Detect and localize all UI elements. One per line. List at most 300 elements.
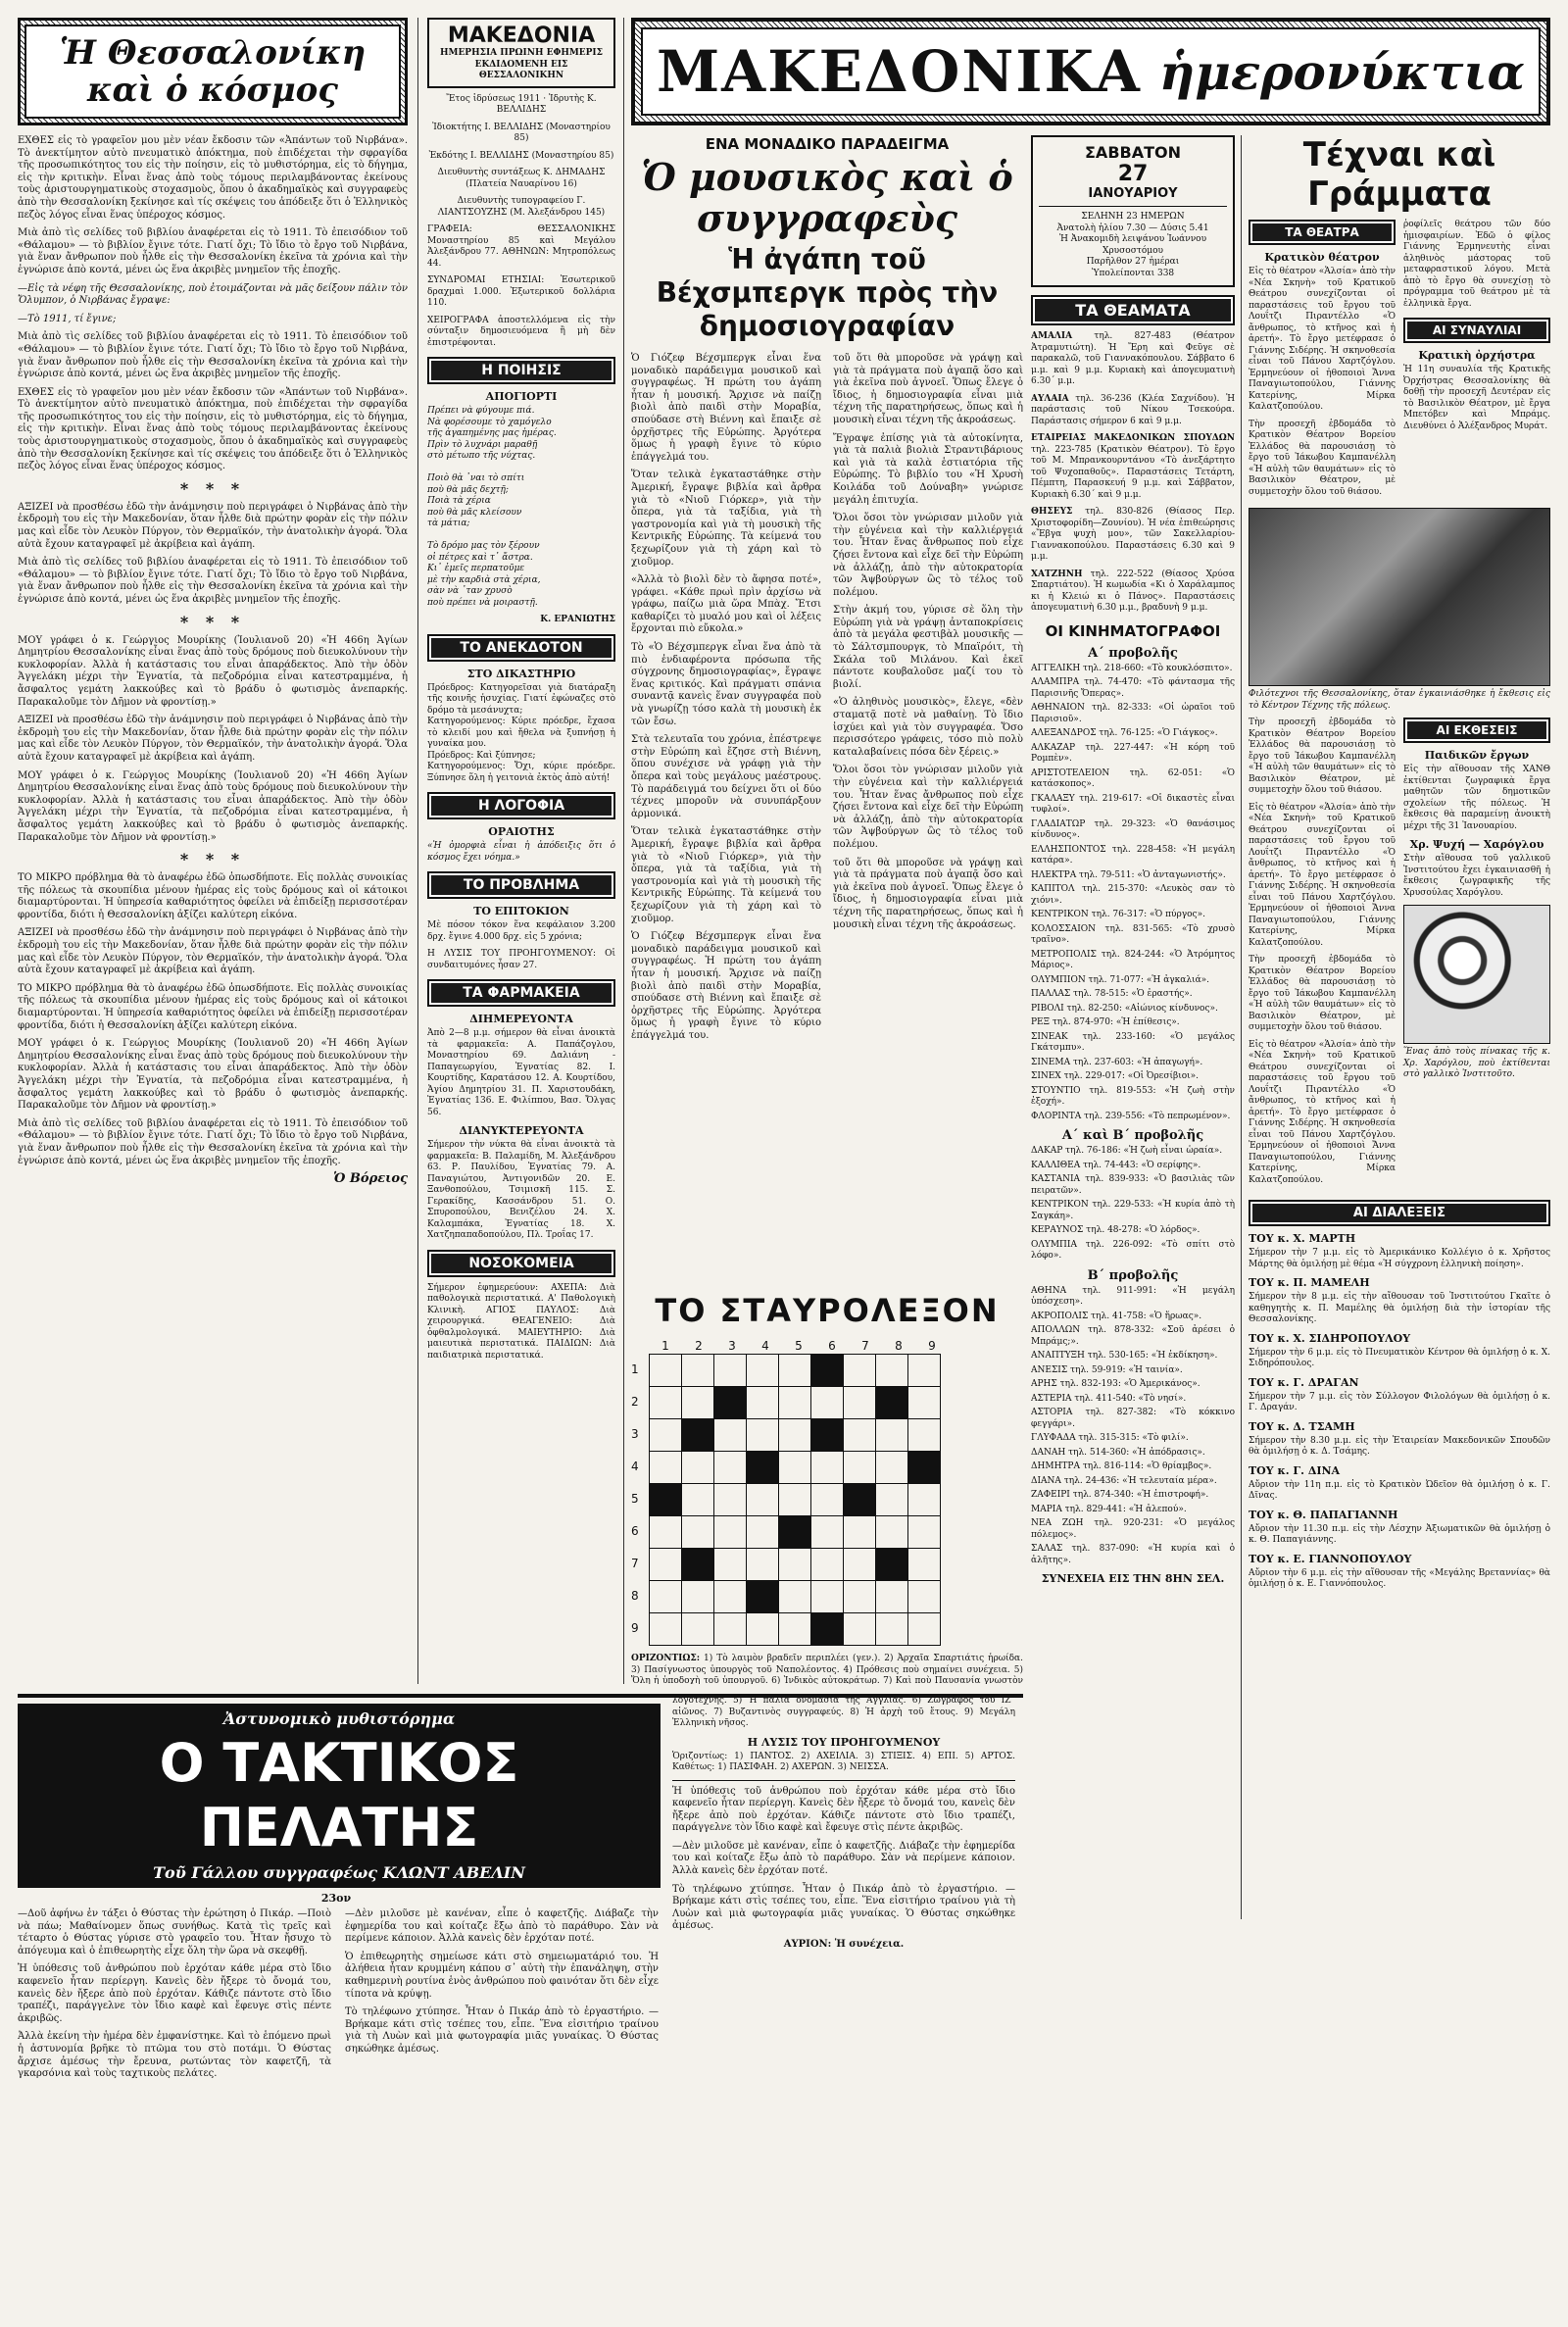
column-paragraph: ΜΟΥ γράφει ὁ κ. Γεώργιος Μουρίκης (Ἰουλιανοῦ 20) «Ἡ 466η Ἀγίων Δημητρίου Θεσσαλονίκης εἶναι ἕνας ἀπὸ τοὺς δρόμους ποὺ διευκολύνουν τὴν κυκλοφορίαν. Ἀλλὰ ἡ κατάστασις του εἶναι ἀπαράδεκτος. Ἀπὸ τὴν ὁδὸν Ἀγγελάκη μέχρι τὴν Ἐγνατία, τὰ πεζοδρόμια εἶναι κατεστραμμένα, ἡ ἄσφαλτος γεμάτη λακκούβες καὶ τὸ βράδυ ὁ φωτισμὸς ἀνεπαρκής. Παρακαλοῦμε τὸν Δῆμον νὰ φροντίσῃ.» — [18, 634, 408, 708]
serial-paragraph: —Δὲν μιλοῦσε μὲ κανέναν, εἶπε ὁ καφετζῆς. Διάβαζε τὴν ἐφημερίδα του καὶ κοίταζε ἔξω ἀπὸ τὸ παράθυρο. Σὰν νὰ περίμενε κάποιον. Ἀλλὰ κανεὶς δὲν ἐρχόταν ποτέ. — [345, 1908, 659, 1945]
masthead-box — [427, 18, 615, 88]
cinema-listing: ΡΙΒΟΛΙ τηλ. 82-250: «Αἰώνιος κίνδυνος». — [1031, 1003, 1218, 1014]
cinema-listing: ΑΡΙΣΤΟΤΕΛΕΙΟΝ τηλ. 62-051: «Ὁ κατάσκοπος». — [1031, 767, 1235, 789]
cinemas-first-run-list — [1031, 664, 1235, 1123]
cinema-listing: ΕΛΛΗΣΠΟΝΤΟΣ τηλ. 228-458: «Ἡ μεγάλη κατάρα». — [1031, 844, 1235, 866]
crossword-cell[interactable] — [844, 1452, 876, 1484]
crossword-col-number: 4 — [761, 1339, 769, 1353]
manuscripts-info: ΧΕΙΡΟΓΡΑΦΑ ἀποστελλόμενα εἰς τὴν σύνταξιν δημοσιευόμενα ἢ μὴ δὲν ἐπιστρέφονται. — [427, 315, 615, 348]
poetry-section-title: Η ΠΟΙΗΣΙΣ — [427, 357, 615, 384]
crossword-cell[interactable] — [714, 1516, 747, 1549]
column-quote: —Εἰς τὰ νέφη τῆς Θεσσαλονίκης, ποὺ ἐτοιμάζονται νὰ μᾶς δείξουν πάλιν τὸν Ὄλυμπον, ὁ Νιρβάνας ἔγραψε: — [18, 282, 408, 307]
cinema-listing: ΑΘΗΝΑΙΟΝ τηλ. 82-333: «Οἱ ὡραῖοι τοῦ Παρισιοῦ». — [1031, 703, 1235, 724]
crossword-row-number: 5 — [631, 1492, 639, 1506]
article-paragraph: «Ὁ ἀληθινὸς μουσικὸς», ἔλεγε, «δὲν σταματᾷ ποτὲ νὰ μαθαίνῃ. Τὸ ἴδιο ἰσχύει καὶ γιὰ τὸν συγγραφέα. Ὅσο περισσότερο γράφεις, τόσο πιὸ πολὺ καταλαβαίνεις πόσα δὲν ξέρεις.» — [833, 697, 1023, 758]
offices-info: ΓΡΑΦΕΙΑ: ΘΕΣΣΑΛΟΝΙΚΗΣ Μοναστηρίου 85 καὶ Μεγάλου Ἀλεξάνδρου 77. ΑΘΗΝΩΝ: Μητροπόλεως 44. — [427, 224, 615, 269]
lecture-text: Αὔριον τὴν 11η π.μ. εἰς τὸ Κρατικὸν Ὠδεῖον θὰ ὁμιλήσῃ ὁ κ. Γ. Δῖνας. — [1249, 1479, 1550, 1501]
crossword-col-number: 9 — [928, 1339, 936, 1353]
crossword-block — [747, 1581, 779, 1613]
cinema-listing: ΑΚΡΟΠΟΛΙΣ τηλ. 41-758: «Ὁ ἥρωας». — [1031, 1311, 1202, 1321]
problem-subtitle: ΤΟ ΕΠΙΤΟΚΙΟΝ — [473, 905, 569, 917]
crossword-cell[interactable] — [714, 1613, 747, 1646]
serial-novel-section — [18, 1694, 1023, 2309]
arts-theatre-continued: ῥοφίλεῖς θεάτρου τῶν δύο ἡμισφαιρίων. Ἐδῶ ὁ φίλος Γιάννης Ἑρμηνευτὴς εἶναι ἀληθινὸς μάστορας τοῦ μεταφραστικοῦ λόγου. Μετὰ ἀπὸ τὸ ἔργο θὰ συνεχίσῃ τὸ πρόγραμμα τοῦ θεάτρου μὲ τὰ ἑλληνικὰ ἔργα. — [1403, 220, 1550, 309]
lecture-speaker: ΤΟΥ κ. Χ. ΣΙΔΗΡΟΠΟΥΛΟΥ — [1249, 1331, 1411, 1345]
column-paragraph: ΑΞΙΖΕΙ νὰ προσθέσω ἐδῶ τὴν ἀνάμνησιν ποὺ περιγράφει ὁ Νιρβάνας ἀπὸ τὴν ἐκδρομὴ του εἰς τὴν Μακεδονίαν, ὅταν ἦλθε διὰ πρώτην φορὰν εἰς τὴν πόλιν μας καὶ εἶδε τὸν Λευκὸν Πύργον, τὸν Θερμαϊκόν, τὴν ἀνατολικὴν ἀγορά. Ὅλα αὐτὰ ἔχουν καταγραφεῖ μὲ ἀκρίβεια καὶ ἀγάπη. — [18, 927, 408, 976]
crossword-cell[interactable] — [747, 1484, 779, 1516]
pharmacies-subtitle: ΔΙΗΜΕΡΕΥΟΝΤΑ — [469, 1013, 573, 1025]
calendar-day: ΣΑΒΒΑΤΟΝ — [1085, 143, 1181, 162]
crossword-col-number: 8 — [895, 1339, 903, 1353]
cinema-listing: ΜΑΡΙΑ τηλ. 829-441: «Ἡ ἀλεπού». — [1031, 1504, 1187, 1514]
pharmacies-section-title: ΤΑ ΦΑΡΜΑΚΕΙΑ — [427, 979, 615, 1007]
serial-title: Ο ΤΑΚΤΙΚΟΣ ΠΕΛΑΤΗΣ — [21, 1731, 658, 1860]
saying-subtitle: ΟΡΑΙΟΤΗΣ — [488, 825, 555, 838]
crossword-cell[interactable] — [779, 1452, 811, 1484]
crossword-cell[interactable] — [682, 1516, 714, 1549]
crossword-down-clues — [672, 1694, 1015, 1730]
column-intro: ΕΧΘΕΣ εἰς τὸ γραφεῖον μου μὲν νέαν ἔκδοσιν τῶν «Ἀπάντων τοῦ Νιρβάνα». Τὸ ἀνεκτίμητον αὐτὸ πνευματικὸ ἀπόκτημα, ποὺ ἐπιδέχεται τὴν σφραγίδα τῆς προσωπικότητος του εἰς τὴν ποίησιν, εἰς τὸ μυθιστόρημα, εἰς τὸ δήγημα, εἰς τὴν κριτικὴν. Εἶναι ἕνας ἀπὸ τοὺς τόμους περιλαμβάνοντας ἐκείνους τοὺς ἀριστουργηματικοὺς στοχασμοὺς, ὅπου ὁ ἀκαδημαϊκὸς καὶ συγγραφεὺς ἀπὸ τὴν Θεσσαλονίκη ξεκίνησε καὶ τίς σκέψεις του ἀπόδειξε ὅτι ὁ Ἑλληνικὸς πεζὸς λόγος εἶναι ἕνας ὑπέροχος κόσμος. — [18, 135, 408, 221]
cinema-listing: ΑΝΕΣΙΣ τηλ. 59-919: «Ἡ ταινία». — [1031, 1364, 1183, 1375]
arts-theatre-text: Τὴν προσεχῆ ἑβδομάδα τὸ Κρατικὸν Θέατρον Βορείου Ἑλλάδος θὰ παρουσιάσῃ τὸ ἔργο τοῦ Ἰάκωβου Καμπανέλλη «Ἡ αὐλὴ τῶν θαυμάτων» εἰς τὸ Βασιλικὸν Θέατρον, μὲ συμμετοχὴν ὅλου τοῦ θιάσου. — [1249, 955, 1396, 1032]
cinema-listing: ΣΙΝΕΜΑ τηλ. 237-603: «Ἡ ἀπαγωγή». — [1031, 1057, 1203, 1067]
cinema-listing: ΑΛΚΑΖΑΡ τηλ. 227-447: «Ἡ κόρη τοῦ Ρομπὲν». — [1031, 742, 1235, 764]
cinema-listing: ΑΘΗΝΑ τηλ. 911-991: «Ἡ μεγάλη ὑπόσχεση». — [1031, 1285, 1235, 1307]
crossword-cell[interactable] — [650, 1387, 682, 1419]
arts-theatre-text: Τὴν προσεχῆ ἑβδομάδα τὸ Κρατικὸν Θέατρον Βορείου Ἑλλάδος θὰ παρουσιάσῃ τὸ ἔργο τοῦ Ἰάκωβου Καμπανέλλη «Ἡ αὐλὴ τῶν θαυμάτων» εἰς τὸ Βασιλικὸν Θέατρον, μὲ συμμετοχὴν ὅλου τοῦ θιάσου. — [1249, 419, 1396, 497]
anecdote-text: Πρόεδρος: Κατηγορεῖσαι γιὰ διατάραξη τῆς κοινῆς ἡσυχίας. Γιατί ἐφώναζες στὸ δρόμο τὰ μεσάνυχτα; Κατηγορούμενος: Κύριε πρόεδρε, ἔχασα τὸ κλειδί μου καὶ ἤθελα νὰ ξυπνήσῃ ἡ γυναίκα μου. Πρόεδρος: Καὶ ξύπνησε; Κατηγορούμενος: Ὄχι, κύριε πρόεδρε. Ξύπνησε ὅλη ἡ γειτονιὰ ἐκτὸς ἀπὸ αὐτή! — [427, 682, 615, 783]
cinemas-second-run-list — [1031, 1286, 1235, 1567]
crossword-section — [631, 1292, 1023, 1684]
serial-paragraph: Ἡ ὑπόθεσις τοῦ ἀνθρώπου ποὺ ἐρχόταν κάθε μέρα στὸ ἴδιο καφενεῖο ἦταν περίεργη. Κανεὶς δὲν ἤξερε τὸ ὄνομά του, κανεὶς δὲν ἤξερε ἀπὸ ποὺ ἐρχόταν. Κάθιζε πάντοτε στὸ ἴδιο τραπέζι, παράγγελνε τὸν ἴδιο καφὲ καὶ ἔφευγε στὶς πέντε ἀκριβῶς. — [672, 1785, 1015, 1834]
crossword-cell[interactable] — [908, 1549, 941, 1581]
cinema-listing: ΔΑΚΑΡ τηλ. 76-186: «Ἡ ζωὴ εἶναι ὡραία». — [1031, 1146, 1223, 1156]
theatre-listing: ΑΥΛΑΙΑ τηλ. 36-236 (Κλέα Σαχνίδου). Ἡ παράστασις τοῦ Νίκου Τσεκούρα. Παράστασις σήμερον 6 καὶ 9 μ.μ. — [1031, 393, 1235, 426]
crossword-cell[interactable] — [747, 1549, 779, 1581]
article-column-right — [833, 353, 1023, 1048]
crossword-cell[interactable] — [844, 1581, 876, 1613]
publisher-info: Ἐκδότης Ι. ΒΕΛΛΙΔΗΣ (Μοναστηρίου 85) — [428, 150, 614, 161]
crossword-cell[interactable] — [811, 1484, 844, 1516]
cinema-listing: ΜΕΤΡΟΠΟΛΙΣ τηλ. 824-244: «Ὁ Ἀτρόμητος Μάριος». — [1031, 949, 1235, 970]
arts-section — [1249, 135, 1550, 2309]
exhibition-subtitle: Παιδικῶν ἔργων — [1424, 749, 1530, 762]
article-paragraph: Ὅταν τελικὰ ἐγκαταστάθηκε στὴν Ἀμερική, ἔγραψε βιβλία καὶ ἄρθρα γιὰ τὸ «Νιοῦ Γιόρκερ», γιὰ τὴν ὄπερα, γιὰ τὰ ταξίδια, γιὰ τὴ γαστρονομία καὶ γιὰ τὴ μουσικὴ τῆς Κεντρικῆς Εὐρώπης. Τὰ κείμενά του ξεχωρίζουν γιὰ τὴ χάρη καὶ τὸ χιοῦμορ. — [631, 826, 821, 924]
crossword-row-number: 2 — [631, 1395, 639, 1409]
crossword-cell[interactable] — [779, 1484, 811, 1516]
column-paragraph: Μιὰ ἀπὸ τὶς σελίδες τοῦ βιβλίου ἀναφέρεται εἰς τὸ 1911. Τὸ ἐπεισόδιον τοῦ «Θάλαμου» — τὸ βιβλίον ἔγινε τότε. Γιατί ὄχι; Τὸ ἴδιο τὸ ἔργο τοῦ Νιρβάνα, γιὰ ἕναν ἄνθρωπον ποὺ ἦλθε εἰς τὴν Θεσσαλονίκη ἐκεῖνα τὰ χρόνια καὶ τὴν ἐγνώρισε ἀπὸ κοντά, μένει ὡς ἕνα ἀκριβὲς μνημεῖον τῆς ἐποχῆς. — [18, 1117, 408, 1166]
crossword-cell[interactable] — [714, 1452, 747, 1484]
crossword-cell[interactable] — [650, 1452, 682, 1484]
crossword-cell[interactable] — [747, 1613, 779, 1646]
cinema-listing: ΓΛΑΔΙΑΤΩΡ τηλ. 29-323: «Ὁ θανάσιμος κίνδυνος». — [1031, 818, 1235, 840]
crossword-block — [844, 1484, 876, 1516]
serial-paragraph: Τὸ τηλέφωνο χτύπησε. Ἦταν ὁ Πικάρ ἀπὸ τὸ ἐργαστήριο. —Βρήκαμε κάτι στὶς τσέπες του, εἶπε. Ἕνα εἰσιτήριο τραίνου γιὰ τὴ Λυὼν καὶ μιὰ φωτογραφία μιᾶς γυναίκας. Ὁ Θύστας σηκώθηκε ἀμέσως. — [672, 1883, 1015, 1932]
crossword-cell[interactable] — [811, 1581, 844, 1613]
crossword-cell[interactable] — [779, 1581, 811, 1613]
lecture-text: Σήμερον τὴν 8 μ.μ. εἰς τὴν αἴθουσαν τοῦ Ἰνστιτούτου Γκαῖτε ὁ καθηγητὴς κ. Π. Μαμέλης θὰ ὁμιλήσῃ διὰ τὴν ἱστορίαν τῆς Θεσσαλονίκης. — [1249, 1292, 1550, 1324]
crossword-col-number: 1 — [662, 1339, 669, 1353]
lectures-list — [1249, 1232, 1550, 1591]
crossword-across-title: ΟΡΙΖΟΝΤΙΩΣ: — [631, 1654, 701, 1663]
crossword-cell[interactable] — [844, 1355, 876, 1387]
crossword-block — [876, 1387, 908, 1419]
column-paragraph: Μιὰ ἀπὸ τὶς σελίδες τοῦ βιβλίου ἀναφέρεται εἰς τὸ 1911. Τὸ ἐπεισόδιον τοῦ «Θάλαμου» — τὸ βιβλίον ἔγινε τότε. Γιατί ὄχι; Τὸ ἴδιο τὸ ἔργο τοῦ Νιρβάνα, γιὰ ἕναν ἄνθρωπον ποὺ ἦλθε εἰς τὴν Θεσσαλονίκη ἐκεῖνα τὰ χρόνια καὶ τὴν ἐγνώρισε ἀπὸ κοντά, μένει ὡς ἕνα ἀκριβὲς μνημεῖον τῆς ἐποχῆς. — [18, 227, 408, 275]
problem-solution: Η ΛΥΣΙΣ ΤΟΥ ΠΡΟΗΓΟΥΜΕΝΟΥ: Οἱ συνδαιτυμόνες ἦσαν 27. — [427, 949, 615, 970]
crossword-cell[interactable] — [779, 1387, 811, 1419]
hospitals-text: Σήμερον ἐφημερεύουν: ΑΧΕΠΑ: Διὰ παθολογικὰ περιστατικά. Α' Παθολογικὴ Κλινικὴ. ΑΓΙΟΣ ΠΑΥΛΟΣ: Διὰ χειρουργικά. ΘΕΑΓΕΝΕΙΟ: Διὰ ὀφθαλμολογικά. ΜΑΙΕΥΤΗΡΙΟ: Διὰ μαιευτικὰ περιστατικά. ΠΑΙΔΙΩΝ: Διὰ παιδιατρικὰ περιστατικά. — [427, 1282, 615, 1361]
crossword-cell[interactable] — [714, 1549, 747, 1581]
article-paragraph: Ὅλοι ὅσοι τὸν γνώρισαν μιλοῦν γιὰ τὴν εὐγένεια καὶ τὴν καλλιέργειά του. Ἦταν ἕνας ἄνθρωπος ποὺ εἶχε ζήσει ἔντονα καὶ εἶχε δεῖ τὴν Εὐρώπη νὰ ἀλλάζῃ, ἀπὸ τὴν αὐτοκρατορία τῶν Ἁψβούργων ὣς τὸ τέλος τοῦ πολέμου. — [833, 513, 1023, 598]
column-divider — [417, 18, 418, 1684]
crossword-cell[interactable] — [650, 1581, 682, 1613]
cinemas-continued: ΣΥΝΕΧΕΙΑ ΕΙΣ ΤΗΝ 8ΗΝ ΣΕΛ. — [1041, 1572, 1225, 1585]
cinema-listing: ΚΑΛΛΙΘΕΑ τηλ. 74-443: «Ὁ σερίφης». — [1031, 1160, 1201, 1170]
theatre-listing: ΧΑΤΖΗΝΗ τηλ. 222-522 (Θίασος Χρύσα Σπαρτιάτου). Ἡ κωμωδία «Κι ὁ Χαράλαμπος κι ἡ Κλειώ κι ὁ Πάνος». Παραστάσεις ἀπογευματινὴ 6.30 μ.μ., βραδυνὴ 9 μ.μ. — [1031, 569, 1235, 613]
photo-caption: Φιλότεχνοι τῆς Θεσσαλονίκης, ὅταν ἐγκαινιάσθηκε ἡ ἔκθεσις εἰς τὸ Κέντρον Τέχνης τῆς πόλεως. — [1249, 689, 1550, 711]
serial-header — [18, 1704, 661, 1888]
cinema-listing: ΣΙΝΕΑΚ τηλ. 233-160: «Ὁ μεγάλος Γκάτσμπυ». — [1031, 1031, 1235, 1053]
column-quote: —Τὸ 1911, τί ἔγινε; — [18, 313, 117, 324]
crossword-cell[interactable] — [908, 1581, 941, 1613]
painting-photo — [1403, 905, 1550, 1044]
hospitals-section-title: ΝΟΣΟΚΟΜΕΙΑ — [427, 1250, 615, 1277]
article-paragraph: «Ἀλλὰ τὸ βιολὶ δὲν τὸ ἄφησα ποτέ», γράφει. «Κάθε πρωὶ πρὶν ἀρχίσω νὰ γράφω, παίζω μιὰ ὥρα Μπὰχ. Ἔτσι καθαρίζει τὸ μυαλό μου καὶ οἱ λέξεις ἔρχονται πιὸ εὔκολα.» — [631, 574, 821, 635]
crossword-cell[interactable] — [876, 1484, 908, 1516]
column-paragraph: ΤΟ ΜΙΚΡΟ πρόβλημα θὰ τὸ ἀναφέρω ἐδῶ ὁπωσδήποτε. Εἰς πολλὰς συνοικίας τῆς πόλεως τὰ σκουπίδια μένουν ἡμέρας εἰς τοὺς δρόμους καὶ οἱ κάτοικοι διαμαρτύρονται. Ἡ ὑπηρεσία καθαριότητος ὀφείλει νὰ ἐπιδείξῃ περισσοτέραν φροντίδα, διότι ἡ Θεσσαλονίκη ἀξίζει καλύτερη εἰκόνα. — [18, 982, 408, 1031]
crossword-grid — [649, 1354, 941, 1646]
column-paragraph: Μιὰ ἀπὸ τὶς σελίδες τοῦ βιβλίου ἀναφέρεται εἰς τὸ 1911. Τὸ ἐπεισόδιον τοῦ «Θάλαμου» — τὸ βιβλίον ἔγινε τότε. Γιατί ὄχι; Τὸ ἴδιο τὸ ἔργο τοῦ Νιρβάνα, γιὰ ἕναν ἄνθρωπον ποὺ ἦλθε εἰς τὴν Θεσσαλονίκη ἐκεῖνα τὰ χρόνια καὶ τὴν ἐγνώρισε ἀπὸ κοντά, μένει ὡς ἕνα ἀκριβὲς μνημεῖον τῆς ἐποχῆς. — [18, 557, 408, 605]
poet-name: Κ. ΕΡΑΝΙΩΤΗΣ — [540, 615, 615, 624]
column-divider — [623, 18, 624, 1684]
serial-paragraph: —Δὲν μιλοῦσε μὲ κανέναν, εἶπε ὁ καφετζῆς. Διάβαζε τὴν ἐφημερίδα του καὶ κοίταζε ἔξω ἀπὸ τὸ παράθυρο. Σὰν νὰ περίμενε κάποιον. Ἀλλὰ κανεὶς δὲν ἐρχόταν ποτέ. — [672, 1840, 1015, 1877]
crossword-cell[interactable] — [650, 1419, 682, 1452]
crossword-cell[interactable] — [682, 1452, 714, 1484]
cinemas-mixed-run-title: Α΄ καὶ Β΄ προβολῆς — [1061, 1128, 1204, 1143]
column-signature: Ὁ Βόρειος — [333, 1171, 408, 1187]
article-paragraph: Ὁ Γιόζεφ Βέχσμπεργκ εἶναι ἕνα μοναδικὸ παράδειγμα μουσικοῦ καὶ συγγραφέως. Ἡ πρώτη του ἀγάπη ἦταν ἡ μουσική. Ἄρχισε νὰ παίζῃ βιολὶ ἀπὸ παιδὶ στὴν Μοραβία, σπούδασε στὴ Βιέννη καὶ ἔπαιξε σὲ ὀρχῆστρες τῆς Εὐρώπης. Ἀργότερα ὅμως ἡ γραφὴ ἔγινε τὸ κύριο ἐπάγγελμά του. — [631, 353, 821, 463]
lecture-text: Αὔριον τὴν 6 μ.μ. εἰς τὴν αἴθουσαν τῆς «Μεγάλης Βρεταννίας» θὰ ὁμιλήσῃ ὁ κ. Ε. Γιαννόπουλος. — [1249, 1567, 1550, 1589]
crossword-block — [779, 1516, 811, 1549]
founded-info: Ἔτος ἱδρύσεως 1911 · Ἱδρυτὴς Κ. ΒΕΛΛΙΔΗΣ — [446, 93, 597, 115]
saying-text: «Ἡ ὀμορφιὰ εἶναι ἡ ἀπόδειξις ὅτι ὁ κόσμος ἔχει νόημα.» — [427, 841, 615, 863]
banner-title: ΜΑΚΕΔΟΝΙΚΑ — [656, 38, 1142, 105]
article-paragraph: τοῦ ὅτι θὰ μποροῦσε νὰ γράψῃ καὶ γιὰ τὰ πράγματα ποὺ ἀγαπᾷ ὅσο καὶ γιὰ ἐκεῖνα ποὺ ἀγνοεῖ. Ὅπως ἔλεγε ὁ ἴδιος, ἡ δημοσιογραφία εἶναι μιὰ τέχνη τῆς παρατηρήσεως, ὅπως καὶ ἡ μουσικὴ εἶναι τέχνη τῆς ἀκροάσεως. — [833, 857, 1023, 930]
crossword-cell[interactable] — [650, 1613, 682, 1646]
article-subhead: Ἡ ἀγάπη τοῦ Βέχσμπεργκ πρὸς τὴν δημοσιογραφίαν — [656, 243, 999, 342]
exhibition-text: Εἰς τὴν αἴθουσαν τῆς ΧΑΝΘ ἐκτίθενται ζωγραφικὰ ἔργα μαθητῶν τῶν δημοτικῶν σχολείων τῆς πόλεως. Ἡ ἔκθεσις θὰ παραμείνῃ ἀνοικτὴ μέχρι τῆς 31 Ἰανουαρίου. — [1403, 765, 1550, 831]
crossword-cell[interactable] — [844, 1387, 876, 1419]
theatre-listing: ΑΜΑΛΙΑ τηλ. 827-483 (Θέατρον Ἀτραμυτιώτη). Ἡ Ἔρη καὶ Φεῦγε σὲ παρακαλῶ, τοῦ Γιαννακόπουλου. Σάββατο 6 μ.μ. καὶ 9 μ.μ. Κυριακὴ καὶ ἀπογευματινὴ 6.30΄ μ.μ. — [1031, 331, 1235, 386]
night-pharmacies-text: Σήμερον τὴν νύκτα θὰ εἶναι ἀνοικτὰ τὰ φαρμακεῖα: Β. Παλαμίδη, Μ. Ἀλεξάνδρου 63. Ρ. Παυλίδου, Ἐγνατίας 79. Α. Παναγιώτου, Ἀντιγονιδῶν 20. Ε. Ξανθοπούλου, Τσιμισκῆ 115. Σ. Γερακίδης, Κασσάνδρου 51. Ο. Σπυροπούλου, Βενιζέλου 24. Χ. Καλαμπάκα, Ἐγνατίας 18. Χ. Χατζηπαπαδοπούλου, Πλ. Τροΐας 17. — [427, 1140, 615, 1240]
cinema-listing: ΓΚΑΛΑΞΥ τηλ. 219-617: «Οἱ δικαστὲς εἶναι τυφλοί». — [1031, 793, 1235, 815]
article-paragraph: Στὴν ἀκμή του, γύρισε σὲ ὅλη τὴν Εὐρώπη γιὰ νὰ γράψῃ ἀνταποκρίσεις ἀπὸ τὰ μεγάλα φεστιβὰλ μουσικῆς — τὸ Σάλτσμπουργκ, τὸ Μπαϊρόιτ, τὴ Σκάλα τοῦ Μιλάνου. Καὶ ἐκεῖ πάντοτε κουβαλοῦσε μαζί του τὸ βιολί. — [833, 605, 1023, 690]
crossword-cell[interactable] — [650, 1549, 682, 1581]
crossword-solution-title: Η ΛΥΣΙΣ ΤΟΥ ΠΡΟΗΓΟΥΜΕΝΟΥ — [747, 1735, 941, 1749]
cinema-listing: ΚΕΝΤΡΙΚΟΝ τηλ. 229-533: «Ἡ κυρία ἀπὸ τὴ Σαγκάη». — [1031, 1200, 1235, 1221]
crossword-cell[interactable] — [811, 1516, 844, 1549]
crossword-row-number: 1 — [631, 1362, 639, 1376]
crossword-block — [811, 1419, 844, 1452]
lecture-text: Σήμερον τὴν 7 μ.μ. εἰς τὸ Ἀμερικάνικο Κολλέγιο ὁ κ. Χρῆστος Μάρτης θὰ ὁμιλήσῃ μὲ θέμα «Ἡ σύγχρονη ἑλληνικὴ ποίηση». — [1249, 1248, 1550, 1269]
calendar-date: 27 — [1117, 162, 1149, 186]
cinema-listing: ΠΑΛΛΑΣ τηλ. 78-515: «Ὁ ἐραστής». — [1031, 989, 1193, 999]
cinema-listing: ΦΛΟΡΙΝΤΑ τηλ. 239-556: «Τὸ πεπρωμένον». — [1031, 1111, 1231, 1121]
cinema-listing: ΡΕΞ τηλ. 874-970: «Ἡ ἐπίθεσις». — [1031, 1017, 1180, 1027]
cinema-listing: ΣΑΛΑΣ τηλ. 837-090: «Ἡ κυρία καὶ ὁ ἀλῆτης». — [1031, 1544, 1235, 1565]
concerts-tag: ΑΙ ΣΥΝΑΥΛΙΑΙ — [1403, 318, 1550, 343]
cinema-listing: ΚΟΛΟΣΣΑΙΟΝ τηλ. 831-565: «Τὸ χρυσὸ τραῖνο». — [1031, 923, 1235, 945]
crossword-row-number: 6 — [631, 1524, 639, 1538]
crossword-col-number: 7 — [861, 1339, 869, 1353]
crossword-cell[interactable] — [650, 1516, 682, 1549]
crossword-row-numbers — [631, 1354, 649, 1646]
crossword-cell[interactable] — [747, 1355, 779, 1387]
crossword-cell[interactable] — [682, 1581, 714, 1613]
crossword-cell[interactable] — [876, 1581, 908, 1613]
crossword-col-number: 5 — [795, 1339, 803, 1353]
crossword-cell[interactable] — [908, 1516, 941, 1549]
lecture-speaker: ΤΟΥ κ. Π. ΜΑΜΕΛΗ — [1249, 1276, 1370, 1289]
lecture-text: Σήμερον τὴν 6 μ.μ. εἰς τὸ Πνευματικὸν Κέντρον θὰ ὁμιλήσῃ ὁ κ. Χ. Σιδηρόπουλος. — [1249, 1347, 1550, 1368]
subscriptions-info: ΣΥΝΔΡΟΜΑΙ ΕΤΗΣΙΑΙ: Ἐσωτερικοῦ δραχμαὶ 1.000. Ἐξωτερικοῦ δολλάρια 110. — [427, 275, 615, 308]
crossword-cell[interactable] — [682, 1484, 714, 1516]
masthead-logo: ΜΑΚΕΔΟΝΙΑ — [447, 24, 596, 48]
column-paragraph: ΕΧΘΕΣ εἰς τὸ γραφεῖον μου μὲν νέαν ἔκδοσιν τῶν «Ἀπάντων τοῦ Νιρβάνα». Τὸ ἀνεκτίμητον αὐτὸ πνευματικὸ ἀπόκτημα, ποὺ ἐπιδέχεται τὴν σφραγίδα τῆς προσωπικότητος του εἰς τὴν ποίησιν, εἰς τὸ μυθιστόρημα, εἰς τὸ δήγημα, εἰς τὴν κριτικὴν. Εἶναι ἕνας ἀπὸ τοὺς τόμους περιλαμβάνοντας ἐκείνους τοὺς ἀριστουργηματικοὺς στοχασμοὺς, ὅπου ὁ ἀκαδημαϊκὸς καὶ συγγραφεὺς ἀπὸ τὴν Θεσσαλονίκη ξεκίνησε καὶ τίς σκέψεις του ἀπόδειξε ὅτι ὁ Ἑλληνικὸς πεζὸς λόγος εἶναι ἕνας ὑπέροχος κόσμος. — [18, 386, 408, 472]
crossword-col-number: 3 — [728, 1339, 736, 1353]
owner-info: Ἰδιοκτήτης Ι. ΒΕΛΛΙΔΗΣ (Μοναστηρίου 85) — [432, 122, 611, 143]
column-title: Ἡ Θεσσαλονίκη καὶ ὁ κόσμος — [24, 25, 401, 119]
poem-text: Πρέπει νὰ φύγουμε πιά. Νὰ φορέσουμε τὸ χαμόγελο τῆς ἀγαπημένης μας ἡμέρας. Πρὶν τὸ λυχνάρι μαραθῇ στὸ μέτωπο τῆς νύχτας. Ποιὸ θὰ ᾽ναι τὸ σπίτι ποὺ θὰ μᾶς δεχτῇ; Ποιὰ τὰ χέρια ποὺ θὰ μᾶς κλείσουν τὰ μάτια; Τὸ δρόμο μας τὸν ξέρουν οἱ πέτρες καὶ τ᾽ ἄστρα. Κι᾽ ἐμεῖς περπατοῦμε μὲ τὴν καρδιὰ στὰ χέρια, σὰν νὰ ᾽ταν χρυσὸ ποὺ πρέπει νὰ μοιραστῇ. — [427, 406, 557, 608]
cinema-listing: ΔΙΑΝΑ τηλ. 24-436: «Ἡ τελευταία μέρα». — [1031, 1475, 1217, 1486]
crossword-col-number: 6 — [828, 1339, 836, 1353]
arts-theatres-tag: ΤΑ ΘΕΑΤΡΑ — [1249, 220, 1396, 245]
crossword-cell[interactable] — [747, 1387, 779, 1419]
cinema-listing: ΑΠΟΛΛΩΝ τηλ. 878-332: «Σοῦ ἀρέσει ὁ Μπράμς;». — [1031, 1325, 1235, 1347]
cinema-listing: ΑΛΑΜΠΡΑ τηλ. 74-470: «Τὸ φάντασμα τῆς Παρισινῆς Ὄπερας». — [1031, 677, 1235, 699]
lecture-text: Σήμερον τὴν 8.30 μ.μ. εἰς τὴν Ἑταιρείαν Μακεδονικῶν Σπουδῶν θὰ ὁμιλήσῃ ὁ κ. Δ. Τσάμης. — [1249, 1435, 1550, 1457]
crossword-cell[interactable] — [908, 1355, 941, 1387]
pharmacies-text: Ἀπὸ 2—8 μ.μ. σήμερον θὰ εἶναι ἀνοικτὰ τὰ φαρμακεῖα: Α. Παπάζογλου, Μοναστηρίου 69. Δαλιάνη - Παπαγεωργίου, Ἐγνατίας 82. Ι. Κουρτίδης, Καρατάσου 12. Α. Κουρτίδου, Ἀγίου Δημητρίου 31. Π. Χαριστουδάκη, Ἐγνατίας 136. Ε. Φιλίππου, Βασ. Ὄλγας 56. — [427, 1028, 615, 1117]
crossword-block — [650, 1484, 682, 1516]
column-paragraph: ΜΟΥ γράφει ὁ κ. Γεώργιος Μουρίκης (Ἰουλιανοῦ 20) «Ἡ 466η Ἀγίων Δημητρίου Θεσσαλονίκης εἶναι ἕνας ἀπὸ τοὺς δρόμους ποὺ διευκολύνουν τὴν κυκλοφορίαν. Ἀλλὰ ἡ κατάστασις του εἶναι ἀπαράδεκτος. Ἀπὸ τὴν ὁδὸν Ἀγγελάκη μέχρι τὴν Ἐγνατία, τὰ πεζοδρόμια εἶναι κατεστραμμένα, ἡ ἄσφαλτος γεμάτη λακκούβες καὶ τὸ βράδυ ὁ φωτισμὸς ἀνεπαρκής. Παρακαλοῦμε τὸν Δῆμον νὰ φροντίσῃ.» — [18, 1038, 408, 1112]
crossword-block — [682, 1549, 714, 1581]
lecture-speaker: ΤΟΥ κ. Δ. ΤΣΑΜΗ — [1249, 1419, 1355, 1433]
crossword-cell[interactable] — [876, 1419, 908, 1452]
crossword-cell[interactable] — [811, 1387, 844, 1419]
article-paragraph: Ὅλοι ὅσοι τὸν γνώρισαν μιλοῦν γιὰ τὴν εὐγένεια καὶ τὴν καλλιέργειά του. Ἦταν ἕνας ἄνθρωπος ποὺ εἶχε ζήσει ἔντονα καὶ εἶχε δεῖ τὴν Εὐρώπη νὰ ἀλλάζῃ, ἀπὸ τὴν αὐτοκρατορία τῶν Ἁψβούργων ὣς τὸ τέλος τοῦ πολέμου. — [833, 765, 1023, 850]
crossword-cell[interactable] — [779, 1355, 811, 1387]
crossword-block — [811, 1613, 844, 1646]
arts-theatre-text: Εἰς τὸ θέατρον «Ἁλσία» ἀπὸ τὴν «Νέα Σκηνὴ» τοῦ Κρατικοῦ Θεάτρου συνεχίζονται οἱ παραστάσεις τοῦ ἔργου τοῦ Λουΐτζι Πιραντέλλο «Ὁ ἄνθρωπος, τὸ κτῆνος καὶ ἡ ἀρετή». Τὸ ἔργο μετέφρασε ὁ Γιάννης Σιδέρης. Ἡ σκηνοθεσία εἶναι τοῦ Πάνου Χαρτζόγλου. Ἐρμηνεύουν οἱ ἠθοποιοὶ Ἄννα Παναγιωτοπούλου, Γιάννης Κατερίνης, Μίρκα Καλατζοπούλου. — [1249, 1039, 1396, 1185]
crossword-across-clues — [631, 1654, 1023, 1684]
cinemas-title: ΟΙ ΚΙΝΗΜΑΤΟΓΡΑΦΟΙ — [1045, 621, 1221, 640]
column-thessaloniki — [18, 18, 408, 1694]
lecture-speaker: ΤΟΥ κ. Γ. ΔΙΝΑ — [1249, 1463, 1341, 1477]
crossword-row-number: 7 — [631, 1557, 639, 1570]
cinema-listing: ΣΙΝΕΧ τηλ. 229-017: «Οἱ Ὀρεσίβιοι». — [1031, 1071, 1200, 1081]
theatre-listing: ΘΗΣΕΥΣ τηλ. 830-826 (Θίασος Περ. Χριστοφορίδη—Ζουνίου). Ἡ νέα ἐπιθεώρησις «Ἔβγα ψυχὴ μου», τῶν Σακελλαρίου-Γιαννακοπούλου. Παραστάσεις 6.30 καὶ 9 μ.μ. — [1031, 507, 1235, 562]
crossword-cell[interactable] — [650, 1355, 682, 1387]
serial-paragraph: Τὸ τηλέφωνο χτύπησε. Ἦταν ὁ Πικάρ ἀπὸ τὸ ἐργαστήριο. —Βρήκαμε κάτι στὶς τσέπες του, εἶπε. Ἕνα εἰσιτήριο τραίνου γιὰ τὴ Λυὼν καὶ μιὰ φωτογραφία μιᾶς γυναίκας. Ὁ Θύστας σηκώθηκε ἀμέσως. — [345, 2006, 659, 2055]
crossword-column-numbers — [649, 1335, 955, 1354]
cinema-listing: ΝΕΑ ΖΩΗ τηλ. 920-231: «Ὁ μεγάλος πόλεμος». — [1031, 1518, 1235, 1540]
crossword-cell[interactable] — [747, 1516, 779, 1549]
crossword-cell[interactable] — [682, 1355, 714, 1387]
cinema-listing: ΔΑΝΑΗ τηλ. 514-360: «Ἡ ἀπόδρασις». — [1031, 1447, 1205, 1458]
poem-title: ΑΠΟΓΙΟΡΤΙ — [485, 390, 558, 403]
calendar-moon: ΣΕΛΗΝΗ 23 ΗΜΕΡΩΝ — [1081, 212, 1185, 222]
crossword-cell[interactable] — [811, 1549, 844, 1581]
article-kicker: ΕΝΑ ΜΟΝΑΔΙΚΟ ΠΑΡΑΔΕΙΓΜΑ — [705, 135, 950, 153]
crossword-cell[interactable] — [747, 1419, 779, 1452]
problem-section-title: ΤΟ ΠΡΟΒΛΗΜΑ — [427, 871, 615, 899]
arts-theatre-subtitle: Κρατικὸν θέατρον — [1264, 251, 1380, 264]
crossword-cell[interactable] — [714, 1484, 747, 1516]
section-separator: * * * — [179, 612, 246, 631]
column-paragraph: ΜΟΥ γράφει ὁ κ. Γεώργιος Μουρίκης (Ἰουλιανοῦ 20) «Ἡ 466η Ἀγίων Δημητρίου Θεσσαλονίκης εἶναι ἕνας ἀπὸ τοὺς δρόμους ποὺ διευκολύνουν τὴν κυκλοφορίαν. Ἀλλὰ ἡ κατάστασις του εἶναι ἀπαράδεκτος. Ἀπὸ τὴν ὁδὸν Ἀγγελάκη μέχρι τὴν Ἐγνατία, τὰ πεζοδρόμια εἶναι κατεστραμμένα, ἡ ἄσφαλτος γεμάτη λακκούβες καὶ τὸ βράδυ ὁ φωτισμὸς ἀνεπαρκής. Παρακαλοῦμε τὸν Δῆμον νὰ φροντίσῃ.» — [18, 769, 408, 843]
anecdote-subtitle: ΣΤΟ ΔΙΚΑΣΤΗΡΙΟ — [466, 667, 576, 680]
article-headline: Ὁ μουσικὸς καὶ ὁ συγγραφεὺς — [641, 155, 1013, 240]
crossword-block — [811, 1355, 844, 1387]
cinema-listing: ΚΕΝΤΡΙΚΟΝ τηλ. 76-317: «Ὁ πύργος». — [1031, 910, 1205, 919]
lecture-speaker: ΤΟΥ κ. Ε. ΓΙΑΝΝΟΠΟΥΛΟΥ — [1249, 1552, 1412, 1565]
crossword-block — [908, 1452, 941, 1484]
night-pharmacies-title: ΔΙΑΝΥΚΤΕΡΕΥΟΝΤΑ — [459, 1124, 584, 1137]
banner-subtitle: ἡμερονύκτια — [1158, 42, 1526, 101]
serial-paragraph: Ἡ ὑπόθεσις τοῦ ἀνθρώπου ποὺ ἐρχόταν κάθε μέρα στὸ ἴδιο καφενεῖο ἦταν περίεργη. Κανεὶς δὲν ἤξερε τὸ ὄνομά του, κανεὶς δὲν ἤξερε ἀπὸ ποὺ ἐρχόταν. Κάθιζε πάντοτε στὸ ἴδιο τραπέζι, παράγγελνε τὸν ἴδιο καφὲ καὶ ἔφευγε στὶς πέντε ἀκριβῶς. — [18, 1963, 331, 2024]
cinema-listing: ΖΑΦΕΙΡΙ τηλ. 874-340: «Ἡ ἐπιστροφή». — [1031, 1490, 1209, 1500]
cinema-listing: ΑΛΕΞΑΝΔΡΟΣ τηλ. 76-125: «Ὁ Γιάγκος». — [1031, 728, 1218, 738]
crossword-cell[interactable] — [714, 1355, 747, 1387]
crossword-cell[interactable] — [779, 1549, 811, 1581]
serial-paragraph: —Δοῦ ἀφήνω ἐν τάξει ὁ Θύστας τὴν ἐρώτηση ὁ Πικάρ. —Ποιὸ νὰ πάω; Μαθαίνομεν ὅπως συνήθως. Κατὰ τὶς τρεῖς καὶ τέταρτο ὁ Θύστας γύρισε στὸ γραφεῖο του. Ἦταν ἤσυχο τὸ ἀπόγευμα καὶ ὁ ἐπιθεωρητὴς εἶχε ὅλη τὴν ὥρα νὰ σκεφθῇ. — [18, 1908, 331, 1956]
article-paragraph: Ἔγραψε ἐπίσης γιὰ τὰ αὐτοκίνητα, γιὰ τὰ παλιὰ βιολιὰ Στραντιβάριους καὶ γιὰ τὰ καλὰ ἑστιατόρια τῆς Εὐρώπης. Τὸ βιβλίο του «Ἡ Χρυσὴ Κοιλάδα τοῦ Δούναβη» γνώρισε μεγάλη ἐπιτυχία. — [833, 432, 1023, 506]
section-separator: * * * — [179, 478, 246, 498]
crossword-cell[interactable] — [844, 1419, 876, 1452]
painting-caption: Ἕνας ἀπὸ τοὺς πίνακας τῆς κ. Χρ. Χαρόγλου, ποὺ ἐκτίθενται στὸ γαλλικὸ Ἰνστιτοῦτο. — [1403, 1047, 1550, 1079]
column-title-box — [18, 18, 408, 125]
article-paragraph: Ὅταν τελικὰ ἐγκαταστάθηκε στὴν Ἀμερική, ἔγραψε βιβλία καὶ ἄρθρα γιὰ τὸ «Νιοῦ Γιόρκερ», γιὰ τὴν ὄπερα, γιὰ τὰ ταξίδια, γιὰ τὴ γαστρονομία καὶ γιὰ τὴ μουσικὴ τῆς Κεντρικῆς Εὐρώπης. Τὰ κείμενά του ξεχωρίζουν γιὰ τὴ χάρη καὶ τὸ χιοῦμορ. — [631, 470, 821, 568]
crossword-row-number: 3 — [631, 1427, 639, 1441]
section-banner — [631, 18, 1550, 125]
crossword-cell[interactable] — [779, 1613, 811, 1646]
article-paragraph: τοῦ ὅτι θὰ μποροῦσε νὰ γράψῃ καὶ γιὰ τὰ πράγματα ποὺ ἀγαπᾷ ὅσο καὶ γιὰ ἐκεῖνα ποὺ ἀγνοεῖ. Ὅπως ἔλεγε ὁ ἴδιος, ἡ δημοσιογραφία εἶναι μιὰ τέχνη τῆς παρατηρήσεως, ὅπως καὶ ἡ μουσικὴ εἶναι τέχνη τῆς ἀκροάσεως. — [833, 353, 1023, 425]
crossword-cell[interactable] — [682, 1387, 714, 1419]
calendar-remaining: Ὑπολείπονται 338 — [1091, 268, 1175, 278]
crossword-cell[interactable] — [908, 1419, 941, 1452]
column-divider — [1241, 135, 1242, 1919]
crossword-cell[interactable] — [908, 1484, 941, 1516]
section-separator: * * * — [179, 850, 246, 869]
exhibition-text-2: Στὴν αἴθουσα τοῦ γαλλικοῦ Ἰνστιτούτου ἔχει ἐγκαινιασθῆ ἡ ἔκθεσις ζωγραφικῆς τῆς Χρυσούλας Χαρόγλου. — [1403, 854, 1550, 898]
calendar-month: ΙΑΝΟΥΑΡΙΟΥ — [1088, 186, 1178, 201]
cinemas-mixed-run-list — [1031, 1146, 1235, 1263]
listings-column — [1031, 135, 1235, 1919]
exhibitions-tag: ΑΙ ΕΚΘΕΣΕΙΣ — [1403, 718, 1550, 743]
column-paragraph: Μιὰ ἀπὸ τὶς σελίδες τοῦ βιβλίου ἀναφέρεται εἰς τὸ 1911. Τὸ ἐπεισόδιον τοῦ «Θάλαμου» — τὸ βιβλίον ἔγινε τότε. Γιατί ὄχι; Τὸ ἴδιο τὸ ἔργο τοῦ Νιρβάνα, γιὰ ἕναν ἄνθρωπον ποὺ ἦλθε εἰς τὴν Θεσσαλονίκη ἐκεῖνα τὰ χρόνια καὶ τὴν ἐγνώρισε ἀπὸ κοντά, μένει ὡς ἕνα ἀκριβὲς μνημεῖον τῆς ἐποχῆς. — [18, 331, 408, 380]
cinema-listing: ΟΛΥΜΠΙΑ τηλ. 226-092: «Τὸ σπίτι στὸ λόφο». — [1031, 1239, 1235, 1261]
crossword-cell[interactable] — [714, 1581, 747, 1613]
crossword-down-text: λογοτέχνης. 5) Ἡ παλιὰ ὀνομασία τῆς Ἀγγλίας. 6) Ζωγράφος τοῦ ΙΖ΄ αἰῶνος. 7) Βυζαντινὸς συγγραφεύς. 8) Ἡ ἀρχὴ τοῦ ἔτους. 9) Μεγάλη Ἑλληνικὴ νῆσος. — [672, 1696, 1015, 1728]
crossword-cell[interactable] — [811, 1452, 844, 1484]
exhibition-opening-photo — [1249, 508, 1550, 686]
saying-section-title: Η ΛΟΓΟΦΙΑ — [427, 792, 615, 819]
crossword-row-number: 8 — [631, 1589, 639, 1603]
crossword-cell[interactable] — [876, 1613, 908, 1646]
concert-subtitle: Κρατικὴ ὀρχήστρα — [1418, 349, 1536, 362]
arts-title: Τέχναι καὶ Γράμματα — [1302, 135, 1496, 214]
editor-info: Διευθυντὴς συντάξεως Κ. ΔΗΜΑΔΗΣ (Πλατεία Ναυαρίνου 16) — [437, 168, 606, 189]
cinemas-first-run-title: Α΄ προβολῆς — [1088, 645, 1178, 661]
column-paragraph: ΑΞΙΖΕΙ νὰ προσθέσω ἐδῶ τὴν ἀνάμνησιν ποὺ περιγράφει ὁ Νιρβάνας ἀπὸ τὴν ἐκδρομὴ του εἰς τὴν Μακεδονίαν, ὅταν ἦλθε διὰ πρώτην φορὰν εἰς τὴν πόλιν μας καὶ εἶδε τὸν Λευκὸν Πύργον, τὸν Θερμαϊκόν, τὴν ἀνατολικὴν ἀγορά. Ὅλα αὐτὰ ἔχουν καταγραφεῖ μὲ ἀκρίβεια καὶ ἀγάπη. — [18, 715, 408, 763]
lecture-text: Σήμερον τὴν 7 μ.μ. εἰς τὸν Σύλλογον Φιλολόγων θὰ ὁμιλήσῃ ὁ κ. Γ. Δραγάν. — [1249, 1391, 1550, 1412]
crossword-cell[interactable] — [844, 1549, 876, 1581]
printer-info: Διευθυντὴς τυπογραφείου Γ. ΛΙΑΝΤΣΟΥΖΗΣ (Μ. Ἀλεξάνδρου 145) — [437, 196, 606, 218]
cinema-listing: ΑΣΤΕΡΙΑ τηλ. 411-540: «Τὸ νησί». — [1031, 1393, 1187, 1404]
article-paragraph: Ὁ Γιόζεφ Βέχσμπεργκ εἶναι ἕνα μοναδικὸ παράδειγμα μουσικοῦ καὶ συγγραφέως. Ἡ πρώτη του ἀγάπη ἦταν ἡ μουσική. Ἄρχισε νὰ παίζῃ βιολὶ ἀπὸ παιδὶ στὴν Μοραβία, σπούδασε στὴ Βιέννη καὶ ἔπαιξε σὲ ὀρχῆστρες τῆς Εὐρώπης. Ἀργότερα ὅμως ἡ γραφὴ ἔγινε τὸ κύριο ἐπάγγελμά του. — [631, 931, 821, 1041]
exhibition-subtitle-2: Χρ. Ψυχή — Χαρόγλου — [1409, 838, 1544, 851]
cinema-listing: ΚΑΠΙΤΟΛ τηλ. 215-370: «Λευκὸς σαν τὸ χιόνι». — [1031, 884, 1235, 906]
crossword-title: ΤΟ ΣΤΑΥΡΟΛΕΞΟΝ — [655, 1292, 1000, 1329]
masthead-subtitle: ΗΜΕΡΗΣΙΑ ΠΡΩΙΝΗ ΕΦΗΜΕΡΙΣ ΕΚΔΙΔΟΜΕΝΗ ΕΙΣ ΘΕΣΣΑΛΟΝΙΚΗΝ — [439, 48, 603, 80]
crossword-cell[interactable] — [714, 1419, 747, 1452]
arts-theatre-text: Εἰς τὸ θέατρον «Ἁλσία» ἀπὸ τὴν «Νέα Σκηνὴ» τοῦ Κρατικοῦ Θεάτρου συνεχίζονται οἱ παραστάσεις τοῦ ἔργου τοῦ Λουΐτζι Πιραντέλλο «Ὁ ἄνθρωπος, τὸ κτῆνος καὶ ἡ ἀρετή». Τὸ ἔργο μετέφρασε ὁ Γιάννης Σιδέρης. Ἡ σκηνοθεσία εἶναι τοῦ Πάνου Χαρτζόγλου. Ἐρμηνεύουν οἱ ἠθοποιοὶ Ἄννα Παναγιωτοπούλου, Γιάννης Κατερίνης, Μίρκα Καλατζοπούλου. — [1249, 802, 1396, 948]
article-paragraph: Τὸ «Ὁ Βέχσμπεργκ εἶναι ἕνα ἀπὸ τὰ πιὸ ἐνδιαφέροντα πρόσωπα τῆς σύγχρονης δημοσιογραφίας», ἔγραψε ἕνας κριτικός. Καὶ πράγματι σπάνια συναντᾷ κανεὶς ἕναν συγγραφέα ποὺ νὰ γνωρίζῃ τόσο καλὰ τὴ μουσικὴ ἐκ τῶν ἔσω. — [631, 642, 821, 727]
crossword-cell[interactable] — [844, 1613, 876, 1646]
crossword-row-number: 4 — [631, 1460, 639, 1473]
crossword-block — [682, 1419, 714, 1452]
anecdote-section-title: ΤΟ ΑΝΕΚΔΟΤΟΝ — [427, 634, 615, 662]
cinema-listing: ΗΛΕΚΤΡΑ τηλ. 79-511: «Ὁ ἀνταγωνιστής». — [1031, 869, 1226, 880]
crossword-cell[interactable] — [779, 1419, 811, 1452]
main-article — [631, 135, 1023, 1292]
crossword-solution: Ὁριζοντίως: 1) ΠΑΝΤΟΣ. 2) ΑΧΕΙΛΙΑ. 3) ΣΤΙΞΙΣ. 4) ΕΠΙ. 5) ΑΡΤΟΣ. Καθέτως: 1) ΠΑΣΙΦΑΗ. 2) ΑΧΕΡΩΝ. 3) ΝΕΙΣΣΑ. — [672, 1751, 1015, 1772]
serial-chapter: 23ον — [320, 1892, 352, 1905]
crossword-cell[interactable] — [844, 1516, 876, 1549]
problem-text: Μὲ πόσον τόκον ἕνα κεφάλαιον 3.200 δρχ. ἔγινε 4.000 δρχ. εἰς 5 χρόνια; — [427, 920, 615, 942]
lectures-tag: ΑΙ ΔΙΑΛΕΞΕΙΣ — [1249, 1200, 1550, 1226]
calendar-sun: Ἀνατολὴ ἡλίου 7.30 — Δύσις 5.41 — [1056, 223, 1209, 233]
crossword-across-text: 1) Τὸ λαιμὸν βραδεῖν περιπλέει (γεν.). 2) Ἀρχαῖα Σπαρτιάτις ἡρωίδα. 3) Πασίγνωστος ὑπουργὸς τοῦ Ναπολέοντος. 4) Πρόθεσις ποὺ σημαίνει συνέχεια. 5) Ὅλη ἡ ὑποδοχὴ τοῦ ὑπουργοῦ. 6) Ἰνδικὸς αὐτοκράτωρ. 7) Καὶ ποὺ Παυσανία γνωστὸν — [631, 1654, 1023, 1684]
cinema-listing: ΑΡΗΣ τηλ. 832-193: «Ὁ Ἀμερικάνος». — [1031, 1379, 1200, 1389]
cinema-listing: ΑΣΤΟΡΙΑ τηλ. 827-382: «Τὸ κόκκινο φεγγάρι». — [1031, 1408, 1235, 1429]
crossword-cell[interactable] — [908, 1387, 941, 1419]
cinema-listing: ΟΛΥΜΠΙΟΝ τηλ. 71-077: «Ἡ ἀγκαλιά». — [1031, 974, 1210, 985]
info-column — [427, 18, 615, 1694]
serial-kicker: Ἀστυνομικὸ μυθιστόρημα — [21, 1707, 658, 1731]
arts-theatre-text: Εἰς τὸ θέατρον «Ἁλσία» ἀπὸ τὴν «Νέα Σκηνὴ» τοῦ Κρατικοῦ Θεάτρου συνεχίζονται οἱ παραστάσεις τοῦ ἔργου τοῦ Λουΐτζι Πιραντέλλο «Ὁ ἄνθρωπος, τὸ κτῆνος καὶ ἡ ἀρετή». Τὸ ἔργο μετέφρασε ὁ Γιάννης Σιδέρης. Ἡ σκηνοθεσία εἶναι τοῦ Πάνου Χαρτζόγλου. Ἐρμηνεύουν οἱ ἠθοποιοὶ Ἄννα Παναγιωτοπούλου, Γιάννης Κατερίνης, Μίρκα Καλατζοπούλου. — [1249, 267, 1396, 412]
crossword-cell[interactable] — [876, 1516, 908, 1549]
crossword-cell[interactable] — [682, 1613, 714, 1646]
lecture-speaker: ΤΟΥ κ. Χ. ΜΑΡΤΗ — [1249, 1232, 1356, 1245]
cinemas-second-run-title: Β΄ προβολῆς — [1087, 1267, 1179, 1283]
calendar-saint: Ἡ Ἀνακομιδὴ λειψάνου Ἰωάννου Χρυσοστόμου — [1058, 234, 1207, 256]
cinema-listing: ΣΤΟΥΝΤΙΟ τηλ. 819-553: «Ἡ ζωὴ στὴν ἐξοχή». — [1031, 1085, 1235, 1107]
crossword-cell[interactable] — [876, 1452, 908, 1484]
cinema-listing: ΔΗΜΗΤΡΑ τηλ. 816-114: «Ὁ θρίαμβος». — [1031, 1461, 1212, 1471]
serial-paragraph: Ἀλλὰ ἐκείνη τὴν ἡμέρα δὲν ἐμφανίστηκε. Καὶ τὸ ἑπόμενο πρωὶ ἡ ἀστυνομία βρῆκε τὸ πτῶμα του στὸ ποτάμι. Ὁ Θύστας ἄρχισε ἀμέσως τὴν ἔρευνα, ρωτώντας τὸν καφετζῆ, τὰ γκαρσόνια καὶ τοὺς ταχτικοὺς πελάτες. — [18, 2031, 331, 2080]
cinema-listing: ΓΛΥΦΑΔΑ τηλ. 315-315: «Τὸ φιλί». — [1031, 1433, 1189, 1443]
theatre-listing: ΕΤΑΙΡΕΙΑΣ ΜΑΚΕΔΟΝΙΚΩΝ ΣΠΟΥΔΩΝ τηλ. 223-785 (Κρατικὸν Θέατρον). Τὸ ἔργο τοῦ Μ. Μπρανκουρντάνου «Τὸ ἀνεξάρτητο τοῦ Ψυχοπαθοῦς». Παραστάσεις Τετάρτη, Πέμπτη, Παρασκευή 9 μ.μ. καὶ Σάββατον, Κυριακὴ 6.30΄ καὶ 9 μ.μ. — [1031, 433, 1235, 500]
crossword-block — [714, 1387, 747, 1419]
crossword-cell[interactable] — [908, 1613, 941, 1646]
serial-paragraph: Ὁ ἐπιθεωρητὴς σημείωσε κάτι στὸ σημειωματάριό του. Ἡ ἀλήθεια ἦταν κρυμμένη κάπου σ᾽ αὐτὴ τὴν ἐπανάληψη, στὴν καθημερινὴ ρουτίνα ἑνὸς ἀνθρώπου ποὺ φαινόταν ὅτι δὲν εἶχε τίποτα νὰ κρύψῃ. — [345, 1951, 659, 2000]
cinema-listing: ΑΝΑΠΤΥΞΗ τηλ. 530-165: «Ἡ ἐκδίκηση». — [1031, 1351, 1218, 1361]
crossword-cell[interactable] — [876, 1355, 908, 1387]
calendar-box — [1031, 135, 1235, 287]
arts-theatre-text: Τὴν προσεχῆ ἑβδομάδα τὸ Κρατικὸν Θέατρον Βορείου Ἑλλάδος θὰ παρουσιάσῃ τὸ ἔργο τοῦ Ἰάκωβου Καμπανέλλη «Ἡ αὐλὴ τῶν θαυμάτων» εἰς τὸ Βασιλικὸν Θέατρον, μὲ συμμετοχὴν ὅλου τοῦ θιάσου. — [1249, 718, 1396, 795]
